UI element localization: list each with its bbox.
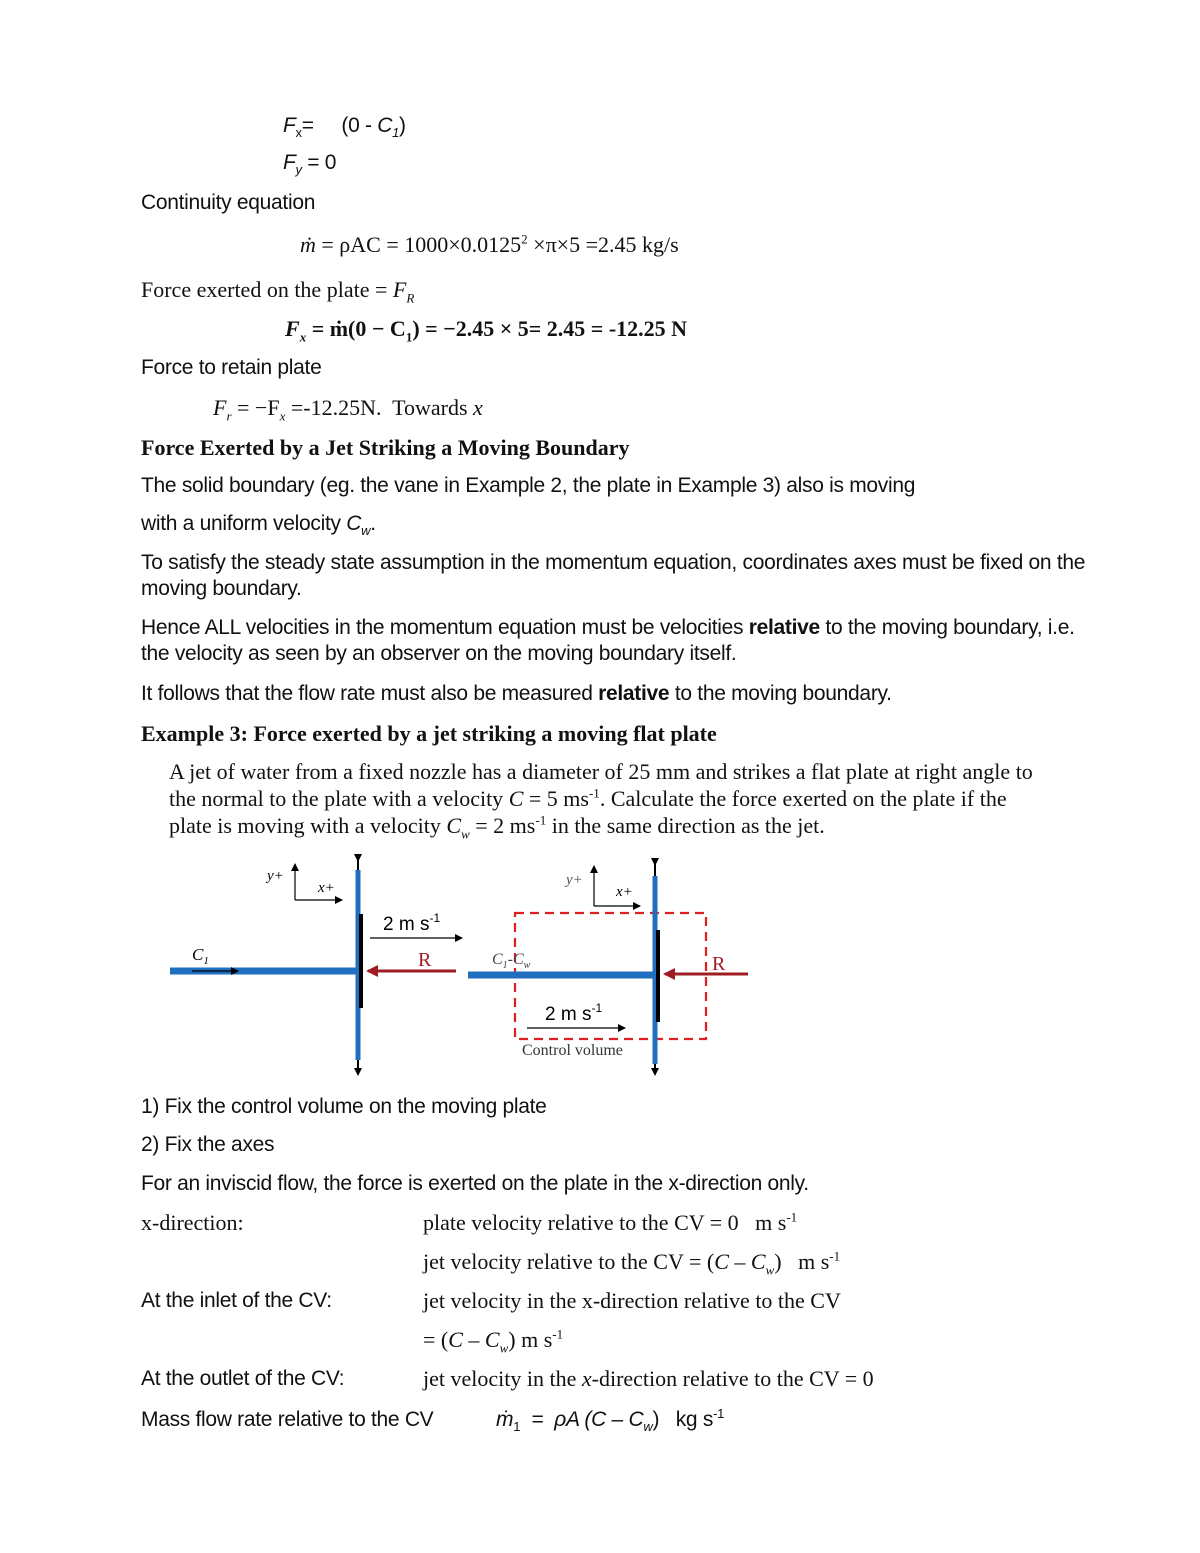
para1-line2: [141, 511, 376, 537]
retain-fr: F: [213, 395, 227, 420]
mass-cw-sub: w: [643, 1419, 653, 1435]
example-l2a: the normal to the plate with a velocity: [169, 786, 509, 811]
left-jet-label: $C_1$: [192, 945, 209, 967]
outlet-v1a: jet velocity in the: [423, 1366, 582, 1391]
xdir-value2: [423, 1248, 841, 1278]
xdir-v1sup: -1: [786, 1209, 798, 1225]
eq-fx-c: C: [377, 114, 393, 137]
xdir-v2sup: -1: [829, 1248, 841, 1264]
example-l2c: . Calculate the force exerted on the plate if the: [599, 786, 1007, 811]
xdir-cw: C: [750, 1249, 766, 1274]
xdir-label: x-direction:: [141, 1210, 244, 1235]
inviscid-note: For an inviscid flow, the force is exerted on the plate in the x-direction only.: [141, 1172, 809, 1195]
para1-line1: The solid boundary (eg. the vane in Example 2, the plate in Example 3) also is moving: [141, 474, 916, 497]
example-l3sup: -1: [535, 812, 547, 828]
retain-mid: = −F: [231, 395, 280, 420]
outlet-value: [423, 1366, 874, 1392]
mass-close: ) kg s: [652, 1408, 714, 1431]
example-line1: A jet of water from a fixed nozzle has a diameter of 25 mm and strikes a flat plate at right angle to: [169, 759, 1033, 784]
step-1: 1) Fix the control volume on the moving plate: [141, 1095, 547, 1118]
para2: To satisfy the steady state assumption in the momentum equation, coordinates axes must be fixed on the moving boundary.: [141, 551, 1086, 600]
example-c: C: [508, 786, 524, 811]
mass-sup: -1: [713, 1406, 725, 1421]
example-line3: [169, 812, 825, 842]
left-force-label: R: [418, 949, 432, 971]
step-2: 2) Fix the axes: [141, 1133, 275, 1156]
force-plate-text: Force exerted on the plate =: [141, 277, 393, 302]
xdir-dash: –: [728, 1249, 751, 1274]
example-l3a: plate is moving with a velocity: [169, 813, 447, 838]
eq-fx-lhs-sub: x: [295, 125, 302, 141]
outlet-label: At the outlet of the CV:: [141, 1367, 345, 1390]
example-l3c: in the same direction as the jet.: [546, 813, 825, 838]
continuity-rest: = ρAC = 1000×0.0125: [315, 232, 522, 257]
retain-x: x: [473, 395, 483, 420]
eq-fy: [283, 150, 336, 176]
xdir-cw-sub: w: [765, 1262, 775, 1278]
para4: [141, 681, 892, 707]
para4-a: It follows that the flow rate must also be measured: [141, 682, 599, 705]
eq-fx-lhs: F: [283, 114, 296, 137]
inlet-dash: –: [462, 1327, 485, 1352]
moving-boundary-heading: Force Exerted by a Jet Striking a Moving Boundary: [141, 435, 630, 460]
eq-fy-rhs: = 0: [301, 151, 337, 174]
mass-flow-value: [496, 1407, 724, 1433]
force-plate-sym: F: [392, 277, 407, 302]
left-y-axis-label: y+: [267, 868, 284, 884]
para1-line2a: with a uniform velocity: [141, 512, 347, 535]
right-y-axis-label: y+: [566, 872, 583, 888]
eq-fx-close: ): [399, 114, 406, 137]
para1-cw: C: [346, 512, 362, 535]
retain-equation: [213, 395, 483, 424]
inlet-v2a: = (: [423, 1327, 449, 1352]
example-l2sup: -1: [588, 785, 600, 801]
control-volume-label: Control volume: [522, 1042, 623, 1059]
right-jet-label: $C_1-C_w$: [492, 951, 531, 971]
force-plate-line: [141, 277, 415, 306]
xdir-value1: [423, 1210, 797, 1236]
eq-fx: [283, 113, 406, 139]
para4-b: to the moving boundary.: [669, 682, 892, 705]
left-speed-label: 2 m $s^{-1}$: [383, 911, 441, 935]
left-x-axis-label: x+: [318, 880, 335, 896]
mass-b: = ρA (: [520, 1408, 592, 1431]
retain-tail: =-12.25N. Towards: [285, 395, 474, 420]
eq-fy-lhs-sub: y: [295, 162, 302, 178]
example-line2: [169, 786, 1007, 812]
inlet-v2b: ) m s: [508, 1327, 553, 1352]
right-force-label: R: [712, 953, 726, 975]
force-plate-sym-sub: R: [406, 290, 415, 306]
continuity-mdot: ṁ: [300, 232, 316, 257]
para3-a: Hence ALL velocities in the momentum equation must be velocities: [141, 616, 749, 639]
mass-c: C: [591, 1408, 607, 1431]
para3-b: to the moving boundary, i.e. the velocity as seen by an observer on the moving boundary itself.: [141, 616, 1075, 665]
inlet-value1: jet velocity in the x-direction relative to the CV: [423, 1288, 841, 1313]
right-x-axis-label: x+: [616, 884, 633, 900]
force-x-equation: [285, 316, 688, 345]
inlet-cw: C: [484, 1327, 500, 1352]
retain-mid-sub: x: [279, 408, 286, 424]
force-x-mid: = ṁ(0 − C: [306, 316, 406, 341]
example-heading: Example 3: Force exerted by a jet striking a moving flat plate: [141, 721, 717, 746]
para1-cw-sub: w: [361, 523, 371, 539]
para3: [141, 615, 1081, 667]
continuity-sq: 2: [521, 231, 528, 247]
eq-fx-rhs: = (0 -: [301, 114, 378, 137]
eq-fy-lhs: F: [283, 151, 296, 174]
jet-plate-figure: [0, 850, 1200, 1090]
continuity-heading: Continuity equation: [141, 191, 316, 214]
mass-dash: –: [606, 1408, 629, 1431]
inlet-cw-sub: w: [499, 1340, 509, 1356]
outlet-x: x: [581, 1366, 592, 1391]
force-x-mid-sub: 1: [405, 329, 413, 345]
xdir-c: C: [714, 1249, 729, 1274]
example-cw-sub: w: [461, 826, 470, 842]
retain-heading: Force to retain plate: [141, 356, 322, 379]
example-cw: C: [446, 813, 462, 838]
continuity-tail: ×π×5 =2.45 kg/s: [527, 232, 679, 257]
mass-mdot: ṁ: [496, 1408, 514, 1431]
eq-fx-c-sub: 1: [392, 125, 400, 141]
mass-flow-label: Mass flow rate relative to the CV: [141, 1408, 434, 1431]
inlet-label: At the inlet of the CV:: [141, 1289, 332, 1312]
xdir-v2a: jet velocity relative to the CV = (: [423, 1249, 715, 1274]
xdir-v2b: ) m s: [774, 1249, 830, 1274]
mass-sub: 1: [513, 1419, 521, 1435]
mass-cw: C: [628, 1408, 644, 1431]
para3-bold: relative: [748, 616, 820, 639]
example-l3b: = 2 ms: [469, 813, 536, 838]
outlet-v1b: -direction relative to the CV = 0: [591, 1366, 874, 1391]
retain-fr-sub: r: [226, 408, 232, 424]
inlet-c: C: [448, 1327, 463, 1352]
force-x-f-sub: x: [299, 329, 307, 345]
inlet-v2sup: -1: [552, 1326, 564, 1342]
para1-line2b: .: [370, 512, 376, 535]
continuity-equation: [300, 232, 679, 258]
right-speed-label: 2 m $s^{-1}$: [545, 1001, 603, 1025]
force-x-tail: ) = −2.45 × 5= 2.45 = -12.25 N: [412, 316, 688, 341]
example-l2b: = 5 ms: [523, 786, 589, 811]
force-x-f: F: [285, 316, 300, 341]
inlet-value2: [423, 1326, 564, 1356]
para4-bold: relative: [598, 682, 670, 705]
xdir-v1a: plate velocity relative to the CV = 0 m s: [423, 1210, 787, 1235]
